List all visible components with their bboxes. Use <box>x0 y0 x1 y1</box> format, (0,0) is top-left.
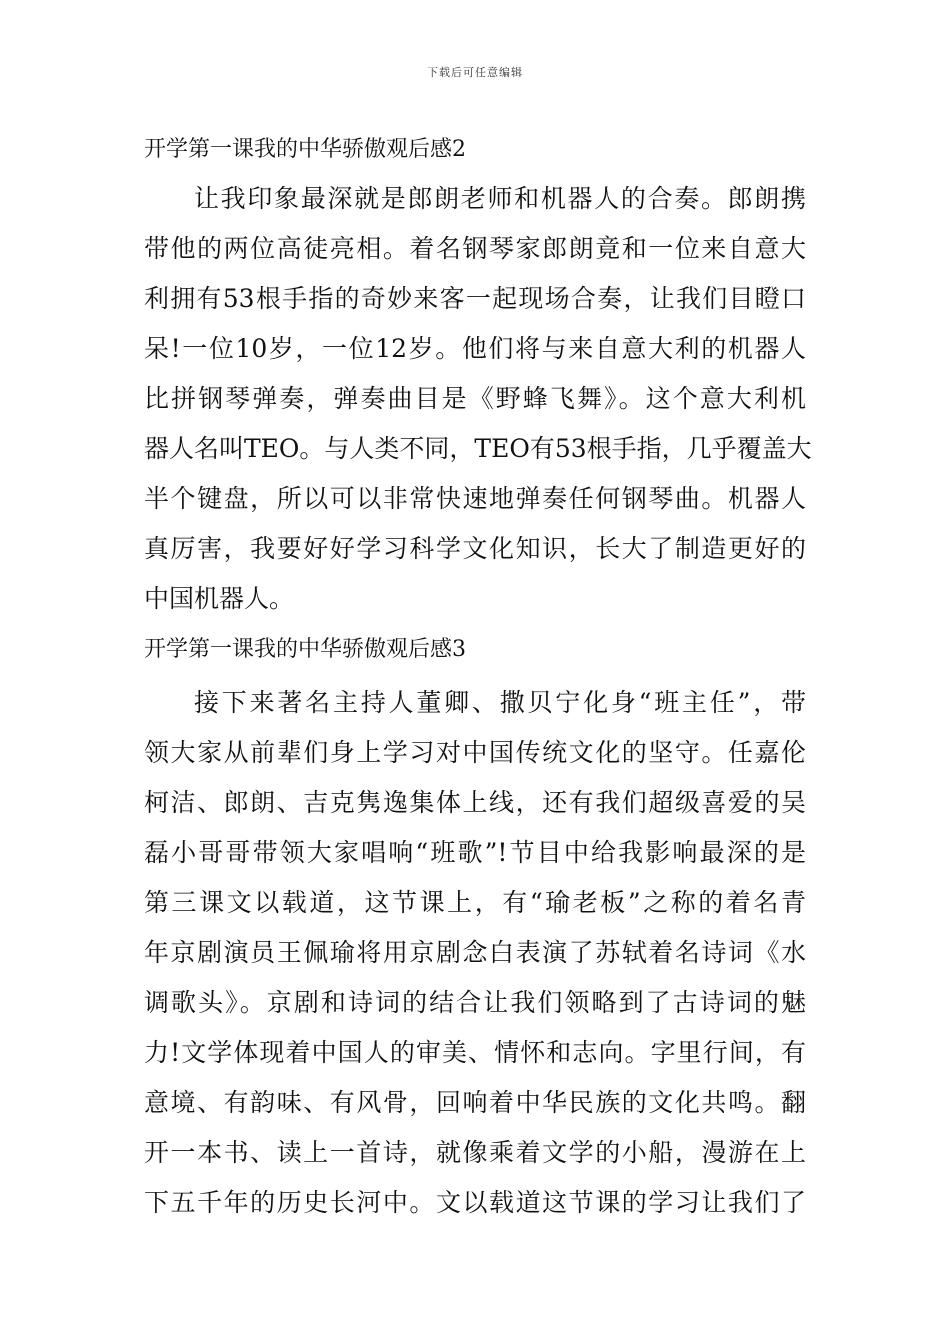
text-line: 开一本书、读上一首诗，就像乘着文学的小船，漫游在上 <box>144 1138 806 1167</box>
text-line: 接下来著名主持人董卿、撒贝宁化身“班主任”，带 <box>194 688 806 717</box>
text-line: 调歌头》。京剧和诗词的结合让我们领略到了古诗词的魅 <box>144 988 806 1017</box>
text-line: 领大家从前辈们身上学习对中国传统文化的坚守。任嘉伦 <box>144 738 806 767</box>
text-line: 器人名叫TEO。与人类不同，TEO有53根手指，几乎覆盖大 <box>144 434 812 463</box>
page-header: 下载后可任意编辑 <box>427 66 523 79</box>
text-line: 下五千年的历史长河中。文以载道这节课的学习让我们了 <box>144 1188 806 1217</box>
text-line: 比拼钢琴弹奏，弹奏曲目是《野蜂飞舞》。这个意大利机 <box>144 384 806 413</box>
text-line: 柯洁、郎朗、吉克隽逸集体上线，还有我们超级喜爱的吴 <box>144 788 806 817</box>
text-line: 半个键盘，所以可以非常快速地弹奏任何钢琴曲。机器人 <box>144 484 806 513</box>
section-title: 开学第一课我的中华骄傲观后感2 <box>144 137 466 162</box>
text-line: 利拥有53根手指的奇妙来客一起现场合奏，让我们目瞪口 <box>144 284 806 313</box>
text-line: 意境、有韵味、有风骨，回响着中华民族的文化共鸣。翻 <box>144 1088 806 1117</box>
document-body <box>144 126 812 1228</box>
text-line: 磊小哥哥带领大家唱响“班歌”!节目中给我影响最深的是 <box>144 838 806 867</box>
section-title: 开学第一课我的中华骄傲观后感3 <box>144 637 466 662</box>
paragraph <box>144 678 806 1228</box>
text-line: 让我印象最深就是郎朗老师和机器人的合奏。郎朗携 <box>194 184 806 213</box>
text-line: 中国机器人。 <box>144 584 295 613</box>
paragraph <box>144 174 812 624</box>
text-line: 呆!一位10岁，一位12岁。他们将与来自意大利的机器人 <box>144 334 806 363</box>
text-line: 第三课文以载道，这节课上，有“瑜老板”之称的着名青 <box>144 888 806 917</box>
text-line: 年京剧演员王佩瑜将用京剧念白表演了苏轼着名诗词《水 <box>144 938 806 967</box>
text-line: 真厉害，我要好好学习科学文化知识，长大了制造更好的 <box>144 534 806 563</box>
text-line: 力!文学体现着中国人的审美、情怀和志向。字里行间，有 <box>144 1038 806 1067</box>
text-line: 带他的两位高徒亮相。着名钢琴家郎朗竟和一位来自意大 <box>144 234 806 263</box>
